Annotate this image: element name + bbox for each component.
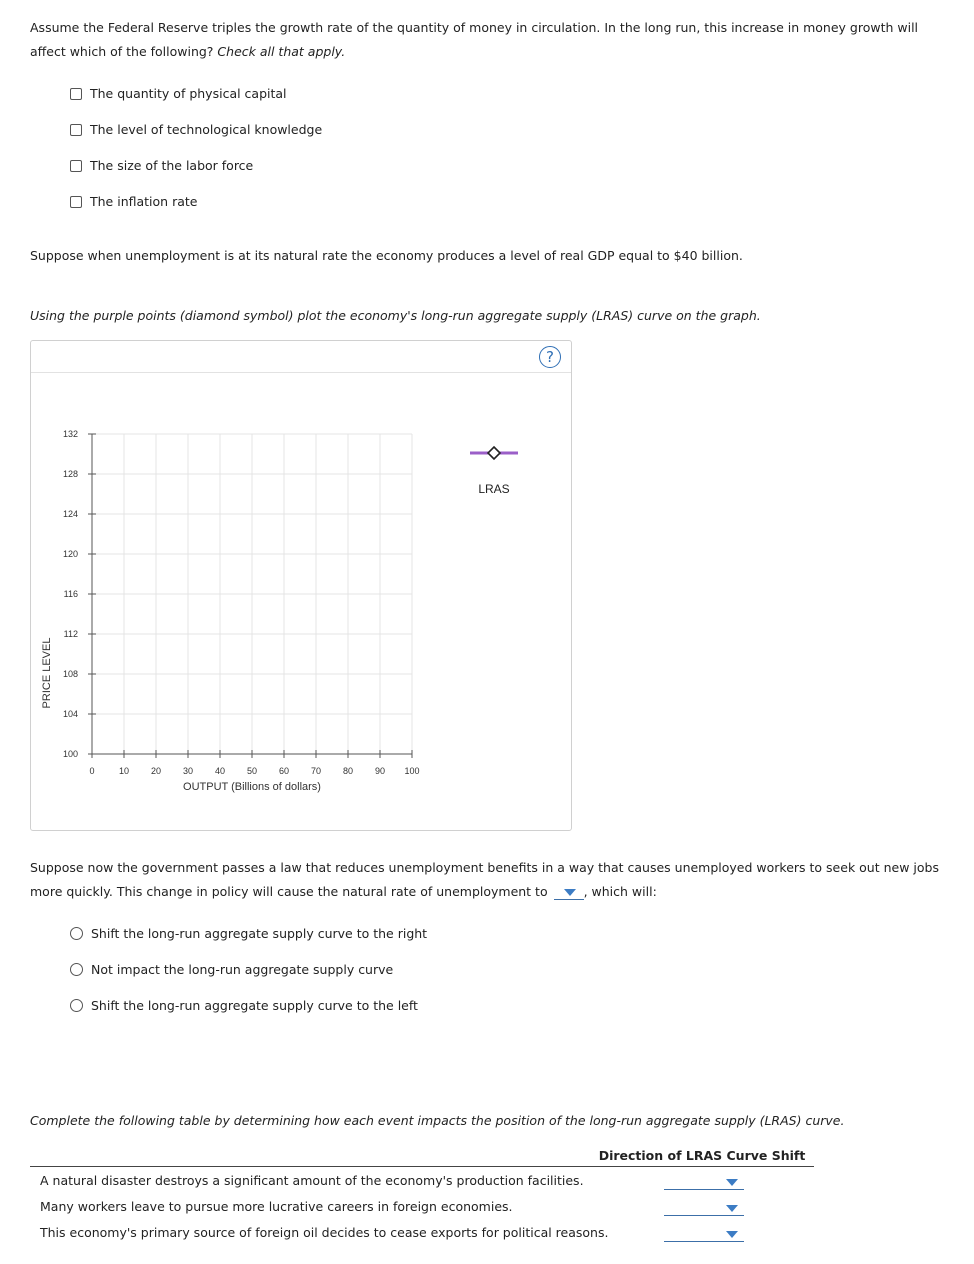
x-tick-label: 50 xyxy=(246,766,258,776)
q2-prompt: Suppose now the government passes a law that reduces unemployment benefits in a way that causes unemployed workers to seek out new jobs more quickly. This change in policy will cause the natural rate of unemployment to , which will: xyxy=(30,860,939,899)
row1-direction-dropdown[interactable] xyxy=(664,1175,744,1190)
lras-legend-label: LRAS xyxy=(478,482,510,496)
y-tick-label: 124 xyxy=(62,509,78,519)
y-tick-label: 132 xyxy=(62,429,78,439)
checkbox[interactable] xyxy=(70,124,82,136)
q1-prompt: Assume the Federal Reserve triples the growth rate of the quantity of money in circulation. In the long run, this increase in money growth will affect which of the following? Check all that apply. xyxy=(30,20,919,59)
lras-palette-tool[interactable] xyxy=(470,447,518,496)
x-tick-label: 60 xyxy=(278,766,290,776)
q3-instruction: Complete the following table by determining how each event impacts the position of the long-run aggregate supply (LRAS) curve. xyxy=(30,1113,845,1128)
checkbox[interactable] xyxy=(70,88,82,100)
x-tick-label: 90 xyxy=(374,766,386,776)
y-axis-label: PRICE LEVEL xyxy=(41,637,53,709)
checkbox[interactable] xyxy=(70,160,82,172)
dropdown-arrow-icon xyxy=(726,1231,738,1238)
table-row: A natural disaster destroys a significant amount of the economy's production facilities. xyxy=(40,1173,584,1188)
graph-panel xyxy=(30,340,572,831)
plot-instruction: Using the purple points (diamond symbol) plot the economy's long-run aggregate supply (LRAS) curve on the graph. xyxy=(30,308,761,323)
x-tick-label: 80 xyxy=(342,766,354,776)
x-tick-label: 40 xyxy=(214,766,226,776)
x-tick-label: 0 xyxy=(89,766,95,776)
natural-rate-dropdown[interactable] xyxy=(554,885,584,900)
x-tick-label: 30 xyxy=(182,766,194,776)
x-axis-label: OUTPUT (Billions of dollars) xyxy=(183,781,321,793)
y-tick-label: 128 xyxy=(62,469,78,479)
x-tick-label: 10 xyxy=(118,766,130,776)
y-tick-label: 100 xyxy=(62,749,78,759)
y-tick-label: 108 xyxy=(62,669,78,679)
checkbox-option-technological-knowledge[interactable]: The level of technological knowledge xyxy=(70,122,322,137)
table-row: This economy's primary source of foreign oil decides to cease exports for political reasons. xyxy=(40,1225,609,1240)
table-row: Many workers leave to pursue more lucrative careers in foreign economies. xyxy=(40,1199,513,1214)
table-header xyxy=(30,1146,814,1167)
radio-button[interactable] xyxy=(70,999,83,1012)
radio-option-no-impact[interactable]: Not impact the long-run aggregate supply curve xyxy=(70,962,393,977)
context-natural-gdp: Suppose when unemployment is at its natural rate the economy produces a level of real GDP equal to $40 billion. xyxy=(30,248,743,263)
row3-direction-dropdown[interactable] xyxy=(664,1227,744,1242)
help-icon[interactable]: ? xyxy=(539,346,561,368)
checkbox[interactable] xyxy=(70,196,82,208)
column-header-direction: Direction of LRAS Curve Shift xyxy=(598,1148,806,1163)
x-tick-label: 100 xyxy=(404,766,420,776)
y-tick-label: 104 xyxy=(62,709,78,719)
chart-grid xyxy=(92,434,412,754)
checkbox-option-labor-force[interactable]: The size of the labor force xyxy=(70,158,253,173)
x-tick-label: 20 xyxy=(150,766,162,776)
y-tick-label: 120 xyxy=(62,549,78,559)
y-tick-label: 112 xyxy=(63,629,78,639)
row2-direction-dropdown[interactable] xyxy=(664,1201,744,1216)
q1-instruction: Check all that apply. xyxy=(217,44,346,59)
radio-button[interactable] xyxy=(70,927,83,940)
dropdown-arrow-icon xyxy=(564,889,576,896)
x-tick-label: 70 xyxy=(310,766,322,776)
chart-ticks xyxy=(63,429,420,776)
dropdown-arrow-icon xyxy=(726,1179,738,1186)
lras-diamond-icon xyxy=(488,447,500,459)
radio-option-shift-right[interactable]: Shift the long-run aggregate supply curve to the right xyxy=(70,926,427,941)
lras-chart xyxy=(31,373,571,831)
dropdown-arrow-icon xyxy=(726,1205,738,1212)
checkbox-option-physical-capital[interactable]: The quantity of physical capital xyxy=(70,86,287,101)
y-tick-label: 116 xyxy=(63,589,78,599)
checkbox-option-inflation-rate[interactable]: The inflation rate xyxy=(70,194,197,209)
radio-option-shift-left[interactable]: Shift the long-run aggregate supply curve to the left xyxy=(70,998,418,1013)
radio-button[interactable] xyxy=(70,963,83,976)
